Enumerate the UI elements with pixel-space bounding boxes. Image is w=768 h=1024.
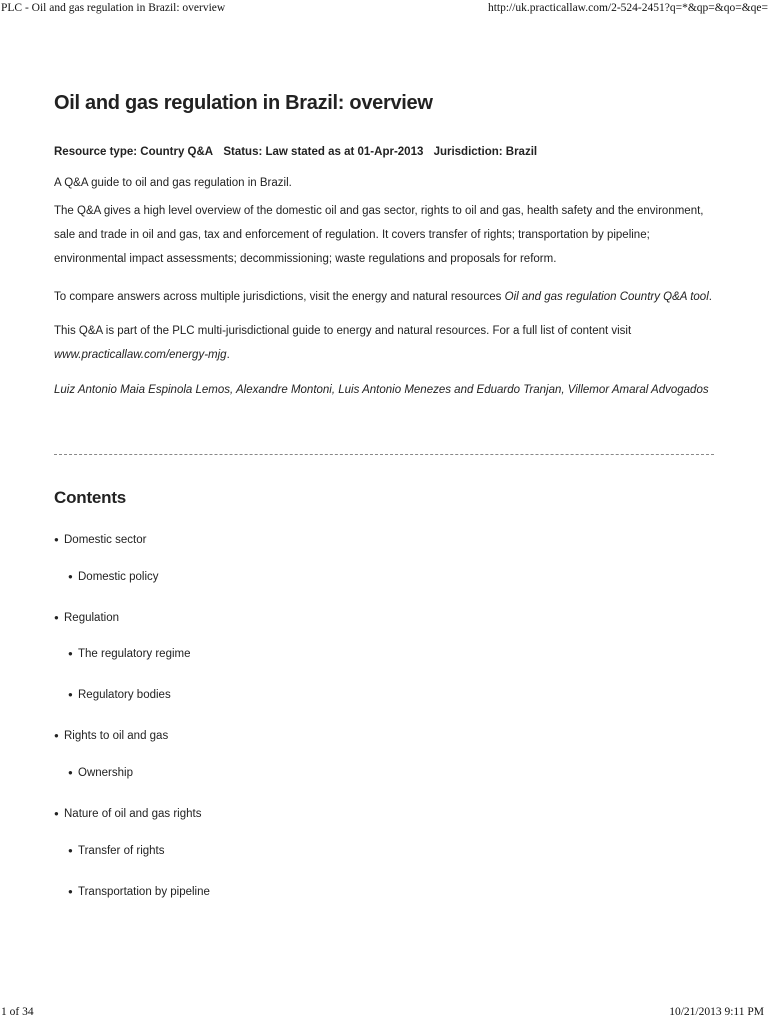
toc-item-label: Domestic policy (78, 571, 159, 583)
guide-text: This Q&A is part of the PLC multi-jurisdictional guide to energy and natural resources. For a full list of content visit (54, 325, 632, 337)
toc-subitem[interactable] (68, 648, 191, 660)
guide-paragraph (54, 319, 714, 367)
toc-item-label: Rights to oil and gas (64, 730, 169, 742)
print-header-title: PLC - Oil and gas regulation in Brazil: overview (1, 2, 226, 14)
section-divider (54, 454, 714, 455)
contents-section (54, 488, 714, 898)
bullet-icon: ● (68, 572, 73, 581)
toc-item-label: Ownership (78, 767, 133, 779)
article (54, 92, 714, 402)
toc-item-label: Nature of oil and gas rights (64, 808, 202, 820)
bullet-icon: ● (54, 731, 59, 740)
page-number: 1 of 34 (1, 1006, 34, 1018)
compare-tool-link[interactable]: Oil and gas regulation Country Q&A tool (504, 291, 709, 303)
toc-item-label: Transfer of rights (78, 845, 165, 857)
bullet-icon: ● (54, 613, 59, 622)
jurisdiction: Jurisdiction: Brazil (433, 146, 538, 158)
compare-text: To compare answers across multiple jurisdictions, visit the energy and natural resources (54, 291, 505, 303)
overview-paragraph: The Q&A gives a high level overview of the domestic oil and gas sector, rights to oil and gas, health safety and the environment, sale and trade in oil and gas, tax and enforcement of regulation. It covers transfer of rights; transportation by pipeline; environmental impact assessments; decommissioning; waste regulations and proposals for reform. (54, 205, 704, 265)
toc-item-label: Domestic sector (64, 534, 147, 546)
print-datetime: 10/21/2013 9:11 PM (669, 1006, 764, 1018)
toc-subitem[interactable] (68, 845, 165, 857)
toc-subitem[interactable] (68, 886, 210, 898)
bullet-icon: ● (54, 535, 59, 544)
toc-item[interactable] (54, 730, 168, 742)
toc-item[interactable] (54, 612, 119, 624)
bullet-icon: ● (68, 887, 73, 896)
bullet-icon: ● (68, 846, 73, 855)
toc-item[interactable] (54, 808, 201, 820)
print-header (1, 2, 768, 16)
resource-meta (54, 146, 714, 158)
guide-link[interactable]: www.practicallaw.com/energy-mjg (54, 349, 227, 361)
compare-paragraph (54, 285, 714, 309)
toc-item-label: Transportation by pipeline (78, 886, 210, 898)
resource-type: Resource type: Country Q&A (54, 146, 214, 158)
bullet-icon: ● (68, 690, 73, 699)
law-status: Status: Law stated as at 01-Apr-2013 (223, 146, 424, 158)
compare-suffix: . (708, 291, 712, 303)
print-footer (1, 1006, 764, 1020)
print-header-url: http://uk.practicallaw.com/2-524-2451?q=*&qp=&qo=&qe= (487, 2, 768, 14)
intro-paragraph: A Q&A guide to oil and gas regulation in Brazil. (54, 177, 292, 189)
bullet-icon: ● (54, 809, 59, 818)
toc-subitem[interactable] (68, 767, 133, 779)
authors: Luiz Antonio Maia Espinola Lemos, Alexandre Montoni, Luis Antonio Menezes and Eduardo Tranjan, Villemor Amaral Advogados (54, 384, 709, 396)
page-title: Oil and gas regulation in Brazil: overview (54, 92, 433, 114)
toc-item-label: Regulation (64, 612, 119, 624)
toc-item[interactable] (54, 534, 146, 546)
toc-item-label: Regulatory bodies (78, 689, 171, 701)
bullet-icon: ● (68, 649, 73, 658)
toc-subitem[interactable] (68, 571, 159, 583)
toc-subitem[interactable] (68, 689, 171, 701)
bullet-icon: ● (68, 768, 73, 777)
toc-item-label: The regulatory regime (78, 648, 191, 660)
contents-heading: Contents (54, 488, 127, 507)
guide-suffix: . (226, 349, 230, 361)
